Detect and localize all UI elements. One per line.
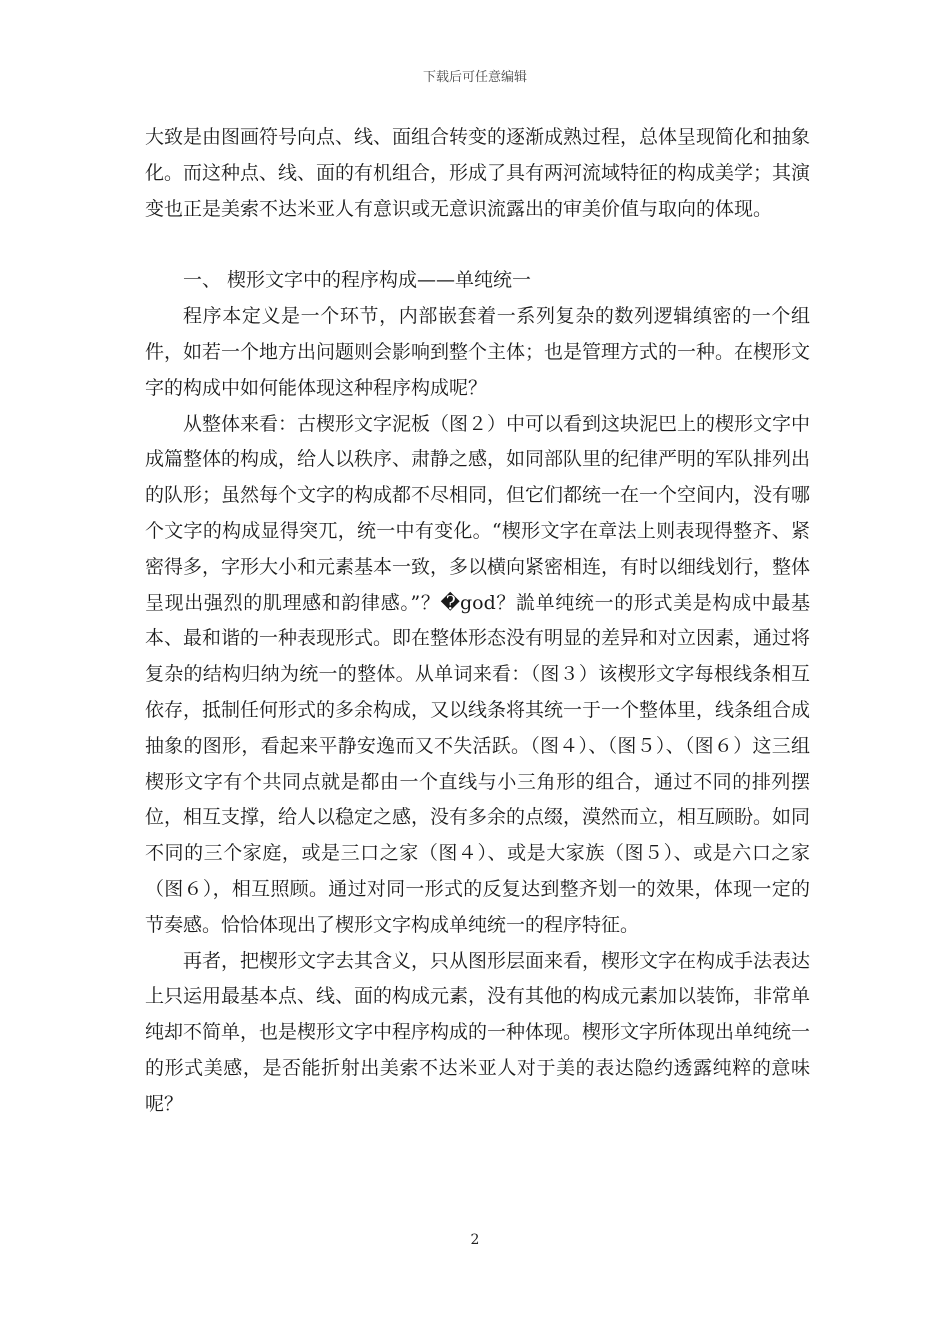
- section-heading: 一、 楔形文字中的程序构成——单纯统一: [183, 269, 532, 292]
- page-number: 2: [470, 1232, 480, 1248]
- page-header: 下载后可任意编辑: [422, 70, 527, 85]
- body-paragraph-1: 程序本定义是一个环节，内部嵌套着一系列复杂的数列逻辑缜密的一个组件，如若一个地方出问题则会影响到整个主体；也是管理方式的一种。在楔形文字的构成中如何能体现这种程序构成呢？: [145, 305, 811, 399]
- document-body: [145, 120, 810, 1123]
- body-paragraph-2: 从整体来看：古楔形文字泥板（图２）中可以看到这块泥巴上的楔形文字中成篇整体的构成，给人以秩序、肃静之感，如同部队里的纪律严明的军队排列出的队形；虽然每个文字的构成都不尽相同，但它们都统一在一个空间内，没有哪个文字的构成显得突兀，统一中有变化。“楔形文字在章法上则表现得整齐、紧密得多，字形大小和元素基本一致，多以横向紧密相连，有时以细线划行，整体呈现出强烈的肌理感和韵律感。”？�god？詤单纯统一的形式美是构成中最基本、最和谐的一种表现形式。即在整体形态没有明显的差异和对立因素，通过将复杂的结构归纳为统一的整体。从单词来看：（图３）该楔形文字每根线条相互依存，抵制任何形式的多余构成，又以线条将其统一于一个整体里，线条组合成抽象的图形，看起来平静安逸而又不失活跃。（图４）、（图５）、（图６）这三组楔形文字有个共同点就是都由一个直线与小三角形的组合，通过不同的排列摆位，相互支撑，给人以稳定之感，没有多余的点缀，漠然而立，相互顾盼。如同不同的三个家庭，或是三口之家（图４）、或是大家族（图５）、或是六口之家（图６），相互照顾。通过对同一形式的反复达到整齐划一的效果，体现一定的节奏感。恰恰体现出了楔形文字构成单纯统一的程序特征。: [145, 412, 811, 936]
- intro-paragraph: 大致是由图画符号向点、线、面组合转变的逐渐成熟过程，总体呈现简化和抽象化。而这种点、线、面的有机组合，形成了具有两河流域特征的构成美学；其演变也正是美索不达米亚人有意识或无意识流露出的审美价值与取向的体现。: [145, 126, 811, 220]
- body-paragraph-3: 再者，把楔形文字去其含义，只从图形层面来看，楔形文字在构成手法表达上只运用最基本点、线、面的构成元素，没有其他的构成元素加以装饰，非常单纯却不简单，也是楔形文字中程序构成的一种体现。楔形文字所体现出单纯统一的形式美感，是否能折射出美索不达米亚人对于美的表达隐约透露纯粹的意味呢？: [145, 949, 811, 1115]
